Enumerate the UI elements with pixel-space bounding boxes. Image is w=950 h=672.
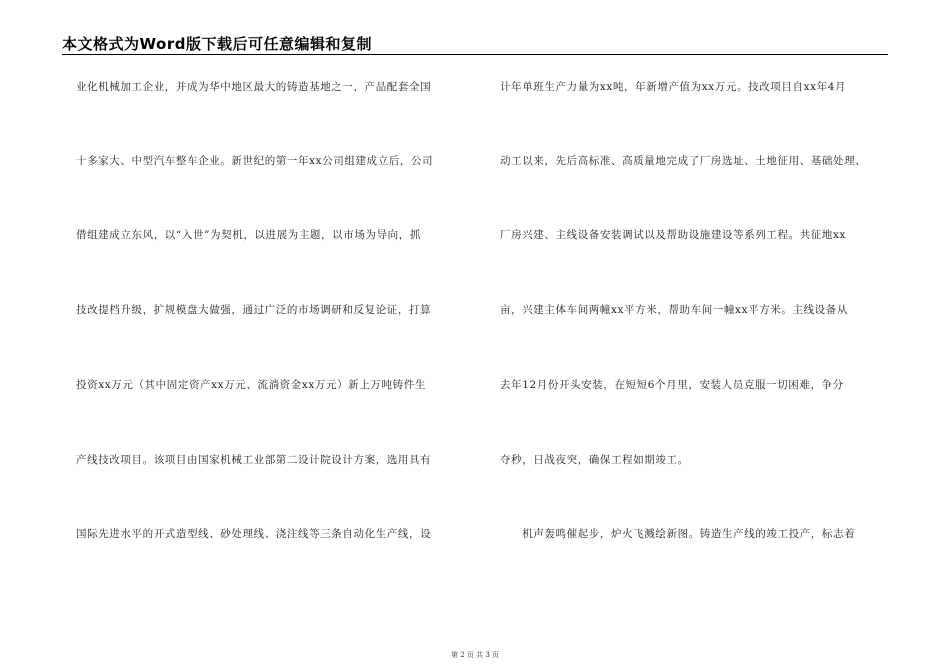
- page-number: 第 2 页 共 3 页: [450, 651, 500, 659]
- body-text-line: 业化机械加工企业，并成为华中地区最大的铸造基地之一，产品配套全国: [76, 81, 432, 93]
- body-text-line: 亩，兴建主体车间两幢xx平方米，帮助车间一幢xx平方米。主线设备从: [500, 304, 848, 316]
- body-text-line: 去年12月份开头安装，在短短6个月里，安装人员克服一切困难，争分: [500, 379, 844, 391]
- document-header-title: 本文格式为Word版下载后可任意编辑和复制: [62, 35, 372, 53]
- body-text-line: 夺秒，日战夜突，确保工程如期竣工。: [500, 454, 689, 466]
- body-text-line: 计年单班生产力量为xx吨，年新增产值为xx万元。技改项目自xx年4月: [500, 81, 847, 93]
- body-text-line: 厂房兴建、主线设备安装调试以及帮助设施建设等系列工程。共征地xx: [500, 229, 847, 241]
- body-text-line: 投资xx万元（其中固定资产xx万元、流淌资金xx万元）新上万吨铸件生: [76, 379, 426, 391]
- body-text-line: 产线技改项目。该项目由国家机械工业部第二设计院设计方案，选用具有: [76, 454, 432, 466]
- body-text-line: 借组建成立东风，以“入世”为契机，以进展为主题，以市场为导向，抓: [76, 229, 421, 241]
- body-text-line: 国际先进水平的开式造型线、砂处理线、浇注线等三条自动化生产线，设: [76, 528, 432, 540]
- body-text-line: 技改提档升级，扩规模盘大做强，通过广泛的市场调研和反复论证，打算: [76, 304, 432, 316]
- body-text-line: 动工以来，先后高标准、高质量地完成了厂房选址、土地征用、基础处理、: [500, 155, 867, 167]
- body-text-line: 十多家大、中型汽车整车企业。新世纪的第一年xx公司组建成立后，公司: [76, 155, 434, 167]
- body-text-line: 机声轰鸣催起步，炉火飞溅绘新图。铸造生产线的竣工投产，标志着: [500, 528, 856, 540]
- header-divider: [62, 54, 888, 55]
